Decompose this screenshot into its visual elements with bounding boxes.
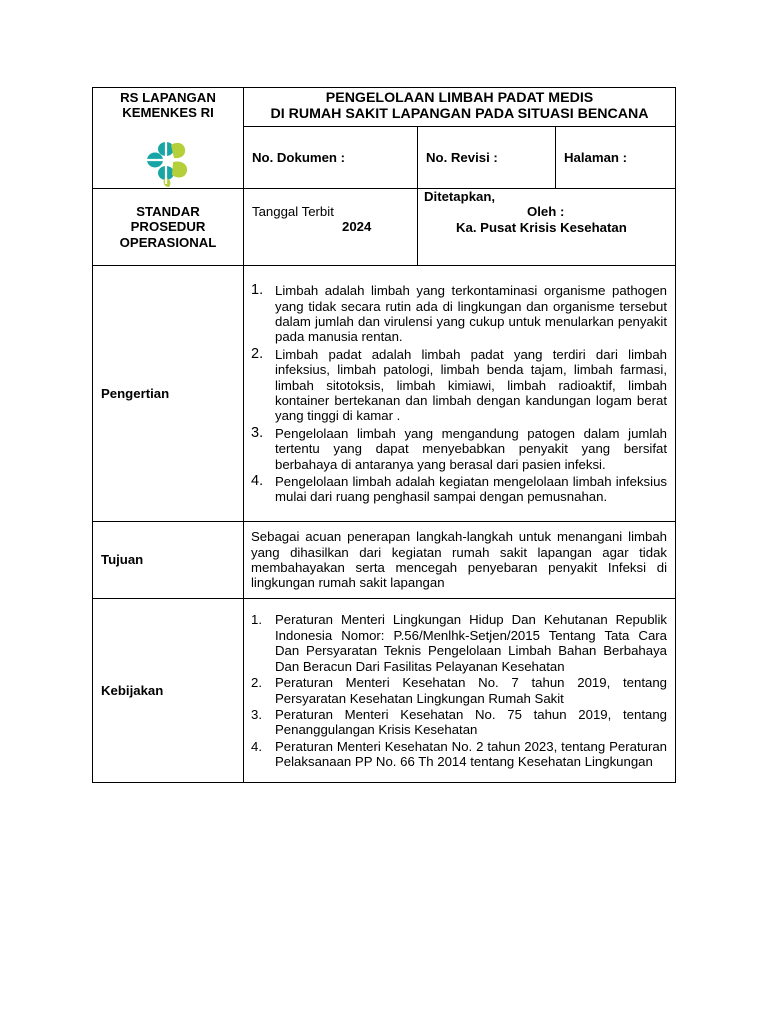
list-item: 1. Peraturan Menteri Lingkungan Hidup Dan Kehutanan Republik Indonesia Nomor: P.56/Menlhk-Setjen/2015 Tentang Tata Cara Dan Persyaratan Teknis Pengelolaan Limbah Bahan Berbahaya Dan Beracun Dari Fasilitas Pelayanan Kesehatan bbox=[251, 612, 667, 674]
document-title-line1: PENGELOLAAN LIMBAH PADAT MEDIS bbox=[325, 90, 594, 107]
kebijakan-content-cell bbox=[244, 599, 676, 783]
issue-date-label: Tanggal Terbit bbox=[252, 204, 334, 219]
pengertian-row bbox=[93, 266, 676, 522]
tujuan-text: Sebagai acuan penerapan langkah-langkah untuk menangani limbah yang dihasilkan dari kegiatan rumah sakit lapangan agar tidak membahayakan serta mencegah penyebaran penyakit Infeksi di lingkungan rumah sakit lapangan bbox=[251, 529, 667, 591]
revision-cell bbox=[418, 126, 556, 188]
logo-leaf-top bbox=[171, 143, 185, 158]
list-item: 3. Peraturan Menteri Kesehatan No. 75 tahun 2019, tentang Penanggulangan Krisis Kesehatan bbox=[251, 706, 667, 738]
kebijakan-label-cell bbox=[93, 599, 244, 783]
list-item: 2. Peraturan Menteri Kesehatan No. 7 tahun 2019, tentang Persyaratan Kesehatan Lingkungan Rumah Sakit bbox=[251, 675, 667, 706]
list-item: 1. Limbah adalah limbah yang terkontaminasi organisme pathogen yang tidak secara rutin ada di lingkungan dan organisme tersebut dalam jumlah dan virulensi yang cukup untuk menularkan penyakit pada manusia rentan. bbox=[251, 282, 667, 345]
hospital-cell bbox=[93, 88, 244, 189]
pengertian-content-cell bbox=[244, 266, 676, 522]
pengertian-label-cell bbox=[93, 266, 244, 522]
document-title-cell bbox=[244, 88, 676, 127]
sop-label-cell bbox=[93, 189, 244, 266]
sop-table bbox=[92, 87, 676, 783]
approver-name: Ka. Pusat Krisis Kesehatan bbox=[456, 219, 627, 235]
revision-label: No. Revisi : bbox=[426, 149, 498, 165]
document-title-line2: DI RUMAH SAKIT LAPANGAN PADA SITUASI BENCANA bbox=[270, 105, 649, 122]
sop-label-line1: STANDAR bbox=[136, 203, 200, 219]
doc-number-cell bbox=[244, 126, 418, 188]
approved-by-label: Oleh : bbox=[527, 204, 565, 220]
tujuan-content-cell bbox=[244, 522, 676, 599]
sop-label-line2: PROSEDUR bbox=[130, 219, 206, 235]
kebijakan-label: Kebijakan bbox=[101, 682, 164, 698]
sop-row bbox=[93, 189, 676, 266]
list-item: 2. Limbah padat adalah limbah padat yang terdiri dari limbah infeksius, limbah patologi, limbah benda tajam, limbah farmasi, limbah sitotoksis, limbah kimiawi, limbah radioaktif, limbah kontainer bertekanan dan limbah dengan kandungan logam berat yang tinggi di kamar . bbox=[251, 345, 667, 424]
list-item: 4. Pengelolaan limbah adalah kegiatan mengelolaan limbah infeksius mulai dari ruang penghasil sampai dengan pemusnahan. bbox=[251, 473, 667, 505]
kebijakan-list bbox=[251, 612, 667, 769]
issue-year: 2024 bbox=[342, 219, 372, 235]
approved-label: Ditetapkan, bbox=[424, 189, 496, 204]
kemenkes-flower-logo-icon bbox=[137, 136, 199, 188]
hospital-name-line1: RS LAPANGAN bbox=[120, 90, 216, 105]
pengertian-list bbox=[251, 283, 667, 505]
hospital-name-line2: KEMENKES RI bbox=[122, 105, 214, 120]
header-row bbox=[93, 88, 676, 127]
approval-cell bbox=[418, 189, 676, 266]
tujuan-label: Tujuan bbox=[101, 552, 144, 568]
doc-number-label: No. Dokumen : bbox=[252, 149, 346, 165]
page-cell bbox=[556, 126, 676, 188]
pengertian-label: Pengertian bbox=[101, 385, 170, 401]
page-label: Halaman : bbox=[564, 149, 628, 165]
sop-label-line3: OPERASIONAL bbox=[119, 234, 217, 250]
logo-leaf-right bbox=[172, 161, 187, 177]
list-item: 3. Pengelolaan limbah yang mengandung patogen dalam jumlah tertentu yang dapat menyebabkan penyakit yang bersifat berbahaya di antaranya yang berasal dari pasien infeksi. bbox=[251, 424, 667, 472]
kebijakan-row bbox=[93, 599, 676, 783]
list-item: 4. Peraturan Menteri Kesehatan No. 2 tahun 2023, tentang Peraturan Pelaksanaan PP No. 66 Th 2014 tentang Kesehatan Lingkungan bbox=[251, 738, 667, 770]
tujuan-row bbox=[93, 522, 676, 599]
issue-date-cell bbox=[244, 189, 418, 266]
tujuan-label-cell bbox=[93, 522, 244, 599]
